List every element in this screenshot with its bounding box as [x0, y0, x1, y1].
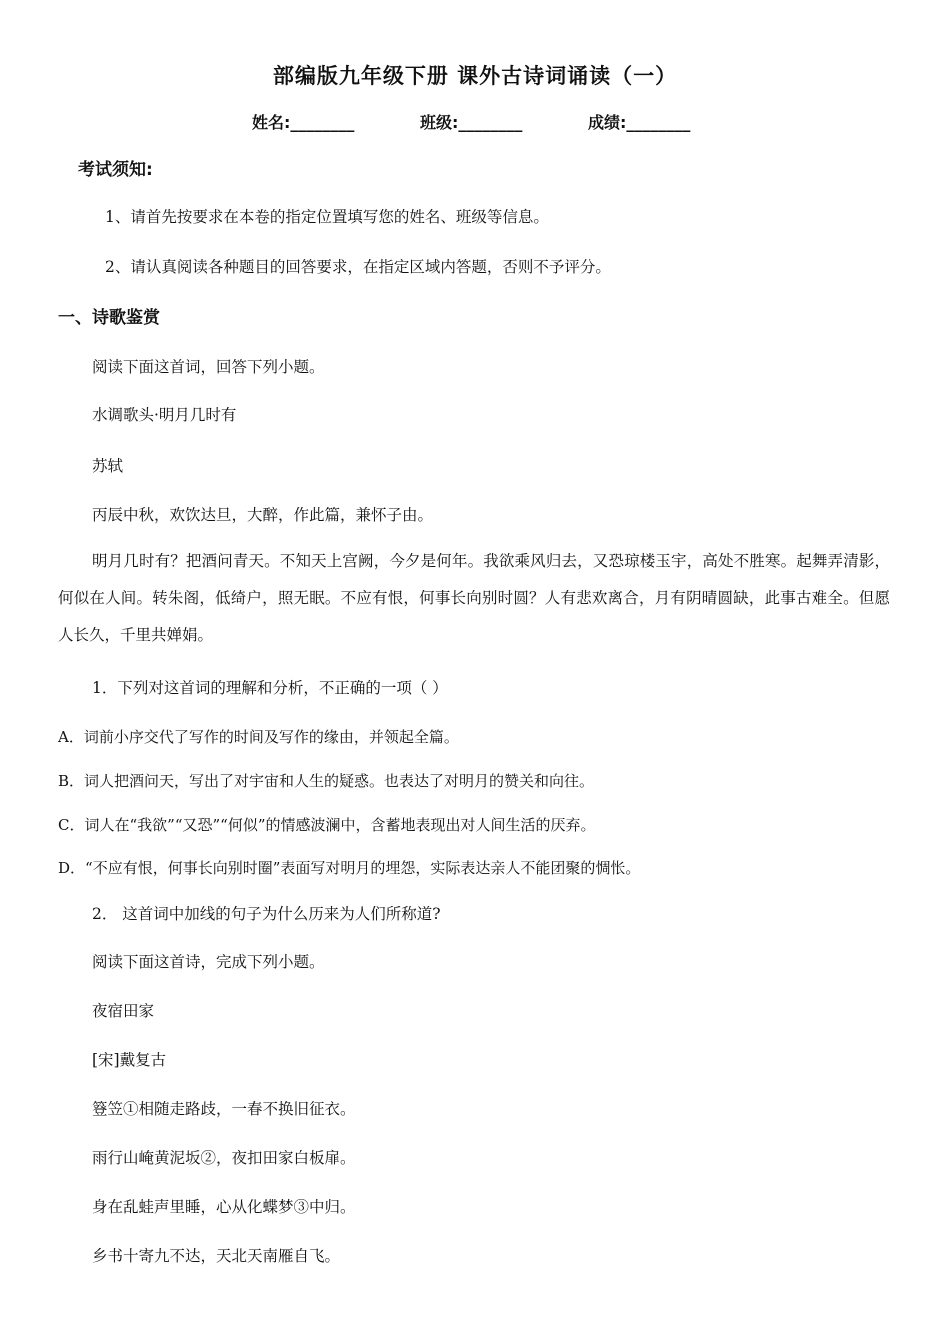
poem2-line-2: 雨行山崦黄泥坂②，夜扣田家白板扉。 [92, 1149, 356, 1167]
option-b: B．词人把酒问天，写出了对宇宙和人生的疑惑。也表达了对明月的赞关和向往。 [58, 772, 595, 790]
name-field: 姓名:________ [252, 113, 355, 132]
option-a: A．词前小序交代了写作的时间及写作的缘由，并领起全篇。 [58, 728, 459, 746]
poem-title: 水调歌头·明月几时有 [92, 406, 237, 424]
notice-item-2: 2、请认真阅读各种题目的回答要求，在指定区域内答题，否则不予评分。 [105, 258, 611, 276]
section-heading: 一、诗歌鉴赏 [58, 308, 160, 328]
poem2-line-4: 乡书十寄九不达，天北天南雁自飞。 [92, 1247, 341, 1265]
option-c: C．词人在“我欲”“又恐”“何似”的情感波澜中，含蓄地表现出对人间生活的厌弃。 [58, 816, 596, 834]
score-field: 成绩:________ [588, 113, 691, 132]
question-1: 1．下列对这首词的理解和分析，不正确的一项（ ） [92, 679, 448, 697]
notice-item-1: 1、请首先按要求在本卷的指定位置填写您的姓名、班级等信息。 [105, 208, 549, 226]
reading-intro: 阅读下面这首词，回答下列小题。 [92, 358, 325, 376]
reading-intro-2: 阅读下面这首诗，完成下列小题。 [92, 953, 325, 971]
poem-text: 明月几时有？把酒问青天。不知天上宫阙，今夕是何年。我欲乘风归去，又恐琼楼玉宇，高处不胜寒。起舞弄清影，何似在人间。转朱阁，低绮户，照无眠。不应有恨，何事长向别时圆？人有悲欢离合，月有阴晴圆缺，此事古难全。但愿人长久，千里共婵娟。 [58, 552, 890, 644]
class-field: 班级:________ [420, 113, 523, 132]
poem2-author: [宋]戴复古 [92, 1051, 167, 1069]
poem2-title: 夜宿田家 [92, 1002, 155, 1020]
page-title: 部编版九年级下册 课外古诗词诵读（一） [272, 64, 678, 88]
poem2-line-3: 身在乱蛙声里睡，心从化蝶梦③中归。 [92, 1198, 356, 1216]
poem-author: 苏轼 [92, 457, 124, 475]
option-d: D．“不应有恨，何事长向别时圈”表面写对明月的埋怨，实际表达亲人不能团聚的惆怅。 [58, 859, 641, 877]
poem2-line-1: 簦笠①相随走路歧，一春不换旧征衣。 [92, 1100, 356, 1118]
notice-heading: 考试须知: [78, 160, 153, 180]
poem-preface: 丙辰中秋，欢饮达旦，大醉，作此篇，兼怀子由。 [92, 506, 434, 524]
question-2: 2． 这首词中加线的句子为什么历来为人们所称道? [92, 905, 441, 923]
